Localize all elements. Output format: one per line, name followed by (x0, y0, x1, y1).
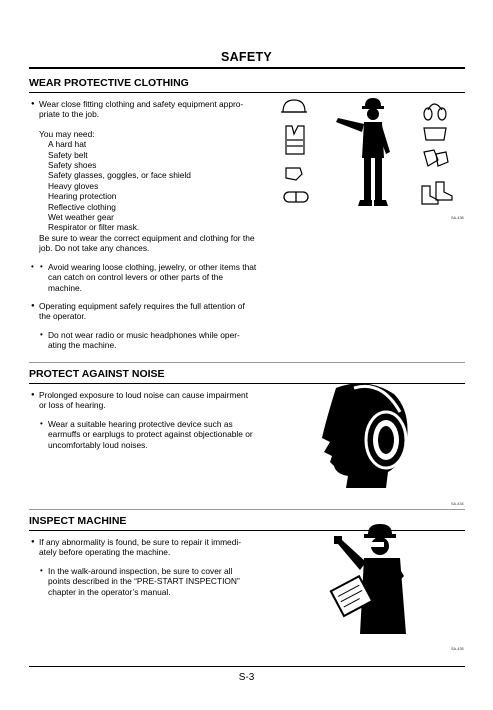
figure-code: SA-435 (451, 647, 464, 651)
head-with-earmuffs-icon (322, 383, 408, 488)
list-item: Safety belt (48, 149, 88, 160)
section-title-clothing: WEAR PROTECTIVE CLOTHING (29, 77, 189, 89)
inspector-figure (331, 524, 406, 634)
face-shield-icon (424, 128, 446, 140)
earmuffs-icon (424, 104, 446, 120)
inspect-p2: • In the walk-around inspection, be sure to cover all points described in the “PRE-START INSPECTION” chapter in the operator’s manual. (40, 565, 240, 597)
be-sure-text: Be sure to wear the correct equipment and clothing for the job. Do not take any chances. (39, 232, 255, 254)
protective-clothing-figure (278, 96, 478, 226)
worker-figure (336, 98, 390, 206)
list-item: Reflective clothing (48, 201, 116, 212)
operating-text: ● Operating equipment safely requires the full attention of the operator. (39, 301, 257, 322)
inspect-p1: ● If any abnormality is found, be sure to repair it immedi-ately before operating the machine. (39, 537, 257, 558)
noise-text (39, 390, 257, 450)
hearing-protection-figure (316, 380, 416, 490)
list-item: Safety shoes (48, 160, 97, 171)
safety-shoes-icon (422, 182, 452, 204)
footer-rule (29, 666, 465, 667)
noise-p2: • Wear a suitable hearing protective device such as earmuffs or earplugs to protect against objectionable or uncomfortably loud noises. (40, 418, 253, 450)
section-title-noise: PROTECT AGAINST NOISE (29, 368, 165, 380)
glove-icon (286, 168, 302, 180)
inspect-text (39, 537, 257, 597)
clothing-intro: ● Wear close fitting clothing and safety equipment appro-priate to the job. (39, 99, 257, 120)
list-item: Respirator or filter mask. (48, 222, 140, 233)
safety-vest-icon (286, 126, 304, 154)
equipment-list (39, 139, 257, 233)
clothing-text (39, 99, 257, 351)
hard-hat-icon (281, 100, 307, 112)
noise-p1: ● Prolonged exposure to loud noise can cause impairment or loss of hearing. (39, 390, 257, 411)
list-item: Wet weather gear (48, 212, 114, 223)
section-divider (29, 509, 465, 510)
page-number: S-3 (238, 672, 255, 683)
list-item: A hard hat (48, 139, 87, 150)
inspection-figure (324, 524, 424, 634)
goggles-icon (284, 192, 308, 202)
avoid-text: • • Avoid wearing loose clothing, jewelry, or other items that can catch on control levers or other parts of the machine. (39, 262, 257, 293)
may-need-label: You may need: (39, 128, 95, 139)
list-item: Heavy gloves (48, 180, 99, 191)
section-title-inspect: INSPECT MACHINE (29, 515, 127, 527)
page-header: SAFETY (220, 50, 273, 64)
list-item: Safety glasses, goggles, or face shield (48, 170, 191, 181)
section-divider (29, 362, 465, 363)
radio-text: • Do not wear radio or music headphones while oper-ating the machine. (40, 329, 240, 351)
header-rule (29, 67, 465, 69)
section-rule (29, 92, 465, 93)
heavy-gloves-icon (424, 150, 448, 166)
figure-code: SA-438 (451, 216, 464, 220)
figure-code: SA-434 (451, 502, 464, 506)
list-item: Hearing protection (48, 191, 117, 202)
